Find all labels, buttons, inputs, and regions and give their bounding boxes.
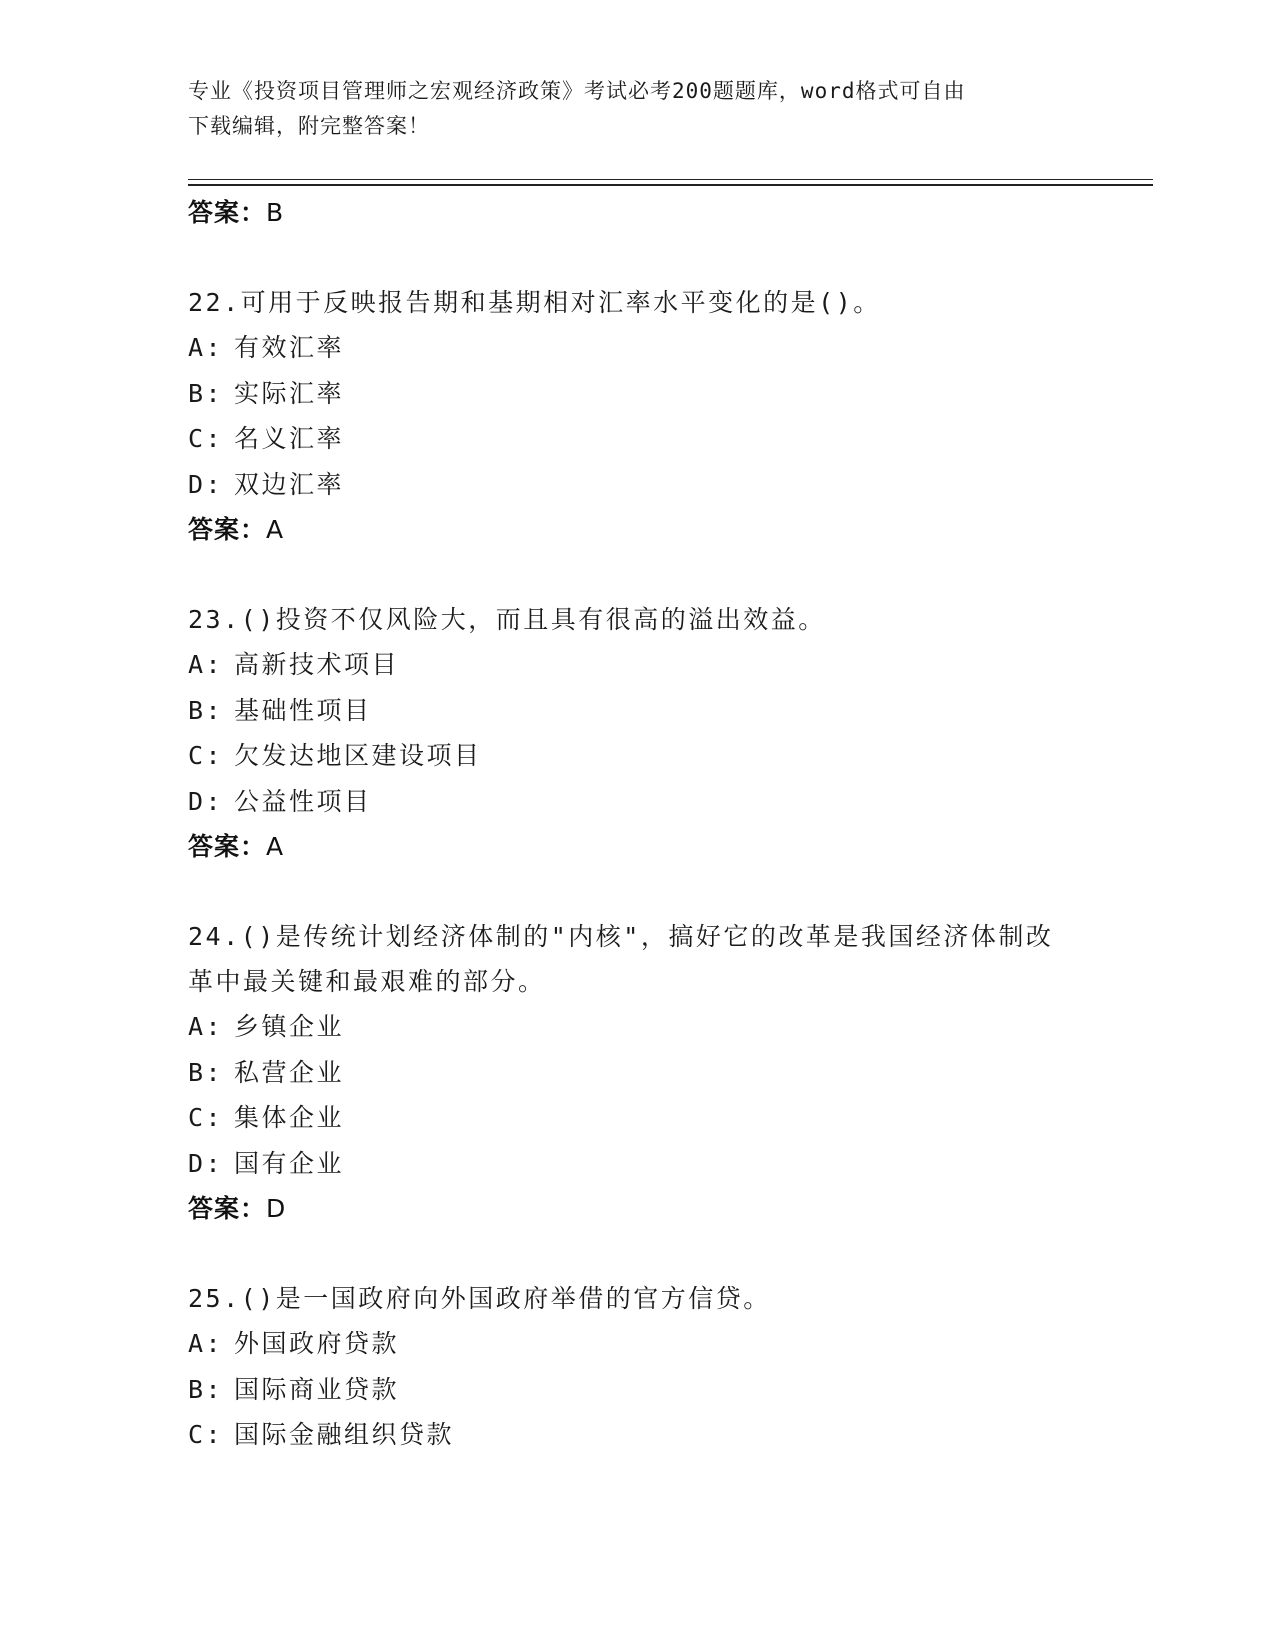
option-label: B: xyxy=(188,378,224,408)
option-label: C: xyxy=(188,424,224,453)
option-label: D: xyxy=(188,469,224,499)
document-header xyxy=(188,74,1088,144)
option-text: 外国政府贷款 xyxy=(234,1329,400,1358)
option-text: 基础性项目 xyxy=(234,695,372,725)
option-text: 国际商业贷款 xyxy=(234,1374,400,1404)
option-c xyxy=(188,416,1118,462)
header-divider-thin xyxy=(188,179,1153,180)
option-a xyxy=(188,1321,1118,1367)
header-divider-thick xyxy=(188,184,1153,186)
option-text: 乡镇企业 xyxy=(234,1012,345,1041)
answer-value: A xyxy=(266,515,285,544)
option-d xyxy=(188,462,1118,508)
answer-label: 答案： xyxy=(188,515,267,544)
question-23 xyxy=(188,597,1118,869)
question-stem: 25.()是一国政府向外国政府举借的官方信贷。 xyxy=(188,1284,771,1313)
option-text: 国有企业 xyxy=(234,1148,345,1178)
option-label: D: xyxy=(188,1148,224,1178)
answer-label: 答案： xyxy=(188,1194,267,1223)
option-text: 高新技术项目 xyxy=(234,650,400,679)
answer-value: B xyxy=(266,198,285,227)
option-label: A: xyxy=(188,333,224,362)
option-a xyxy=(188,325,1118,371)
answer-line xyxy=(188,824,1118,869)
option-text: 欠发达地区建设项目 xyxy=(234,741,482,770)
option-text: 私营企业 xyxy=(234,1057,345,1087)
option-label: B: xyxy=(188,1374,224,1404)
question-24 xyxy=(188,914,1118,1231)
answer-value: D xyxy=(266,1194,287,1223)
option-text: 集体企业 xyxy=(234,1103,345,1132)
answer-label: 答案： xyxy=(188,198,267,227)
question-stem: 23.()投资不仅风险大，而且具有很高的溢出效益。 xyxy=(188,605,826,634)
answer-label: 答案： xyxy=(188,832,267,861)
answer-value: A xyxy=(266,832,285,861)
option-label: C: xyxy=(188,1420,224,1449)
question-25 xyxy=(188,1276,1118,1458)
option-label: C: xyxy=(188,741,224,770)
option-b xyxy=(188,371,1118,417)
option-b xyxy=(188,1367,1118,1413)
option-text: 国际金融组织贷款 xyxy=(234,1420,455,1449)
option-a xyxy=(188,1004,1118,1050)
question-stem-continued: 革中最关键和最艰难的部分。 xyxy=(188,967,546,996)
option-label: A: xyxy=(188,1329,224,1358)
option-text: 名义汇率 xyxy=(234,424,345,453)
option-text: 公益性项目 xyxy=(234,786,372,816)
answer-line xyxy=(188,507,1118,552)
option-d xyxy=(188,779,1118,825)
option-c xyxy=(188,1412,1118,1458)
option-c xyxy=(188,1095,1118,1141)
answer-line xyxy=(188,1186,1118,1231)
option-c xyxy=(188,733,1118,779)
option-label: C: xyxy=(188,1103,224,1132)
answer-line xyxy=(188,190,1118,235)
question-stem: 22.可用于反映报告期和基期相对汇率水平变化的是()。 xyxy=(188,288,881,317)
option-text: 实际汇率 xyxy=(234,378,345,408)
question-stem: 24.()是传统计划经济体制的"内核"，搞好它的改革是我国经济体制改 xyxy=(188,922,1054,951)
option-label: D: xyxy=(188,786,224,816)
question-list xyxy=(188,190,1118,1458)
option-label: A: xyxy=(188,1012,224,1041)
option-text: 有效汇率 xyxy=(234,333,345,362)
header-line-1: 专业《投资项目管理师之宏观经济政策》考试必考200题题库，word格式可自由 xyxy=(188,79,966,103)
question-22 xyxy=(188,280,1118,552)
option-b xyxy=(188,688,1118,734)
option-d xyxy=(188,1141,1118,1187)
option-label: A: xyxy=(188,650,224,679)
option-label: B: xyxy=(188,695,224,725)
option-a xyxy=(188,642,1118,688)
option-label: B: xyxy=(188,1057,224,1087)
option-text: 双边汇率 xyxy=(234,469,345,499)
header-line-2: 下载编辑，附完整答案！ xyxy=(188,114,430,138)
option-b xyxy=(188,1050,1118,1096)
